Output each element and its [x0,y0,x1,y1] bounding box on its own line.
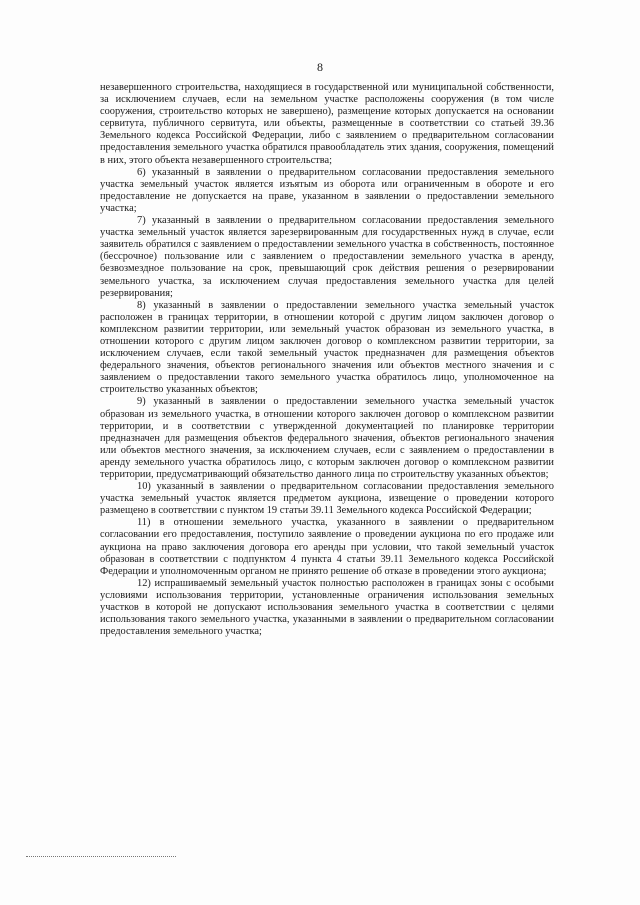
paragraph-item-6: 6) указанный в заявлении о предварительном согласовании предоставления земельного участка земельный участок является изъятым из оборота или ограниченным в обороте и его предоставление не допускается на праве, указанном в заявлении о предоставлении земельного участка; [100,166,554,214]
paragraph-item-7: 7) указанный в заявлении о предварительном согласовании предоставления земельного участка земельный участок является зарезервированным для государственных нужд в случае, если заявитель обратился с заявлением о предоставлении земельного участка в собственность, постоянное (бессрочное) пользование или с заявлением о предоставлении земельного участка в аренду, безвозмездное пользование на срок, превышающий срок действия решения о резервировании земельного участка, за исключением случая предоставления земельного участка для целей резервирования; [100,215,554,299]
paragraph-item-12: 12) испрашиваемый земельный участок полностью расположен в границах зоны с особыми условиями использования территории, установленные ограничения использования земельных участков в которой не допускают использования земельного участка в соответствии с целями использования такого земельного участка, указанными в заявлении о предварительном согласовании предоставления земельного участка; [100,577,554,638]
paragraph-continuation: незавершенного строительства, находящиеся в государственной или муниципальной собственности, за исключением случаев, если на земельном участке расположены сооружения (в том числе сооружения, строительство которых не завершено), размещение которых допускается на основании сервитута, публичного сервитута, или объекты, размещенные в соответствии со статьей 39.36 Земельного кодекса Российской Федерации, либо с заявлением о предварительном согласовании предоставления земельного участка обратился правообладатель этих здания, сооружения, помещений в них, этого объекта незавершенного строительства; [100,82,554,166]
paragraph-item-11: 11) в отношении земельного участка, указанного в заявлении о предварительном согласовании его предоставления, поступило заявление о проведении аукциона по его продаже или аукциона на право заключения договора его аренды при условии, что такой земельный участок образован в соответствии с подпунктом 4 пункта 4 статьи 39.11 Земельного кодекса Российской Федерации и уполномоченным органом не принято решение об отказе в проведении этого аукциона; [100,517,554,577]
document-body [100,82,554,638]
paragraph-item-10: 10) указанный в заявлении о предварительном согласовании предоставления земельного участка земельный участок является предметом аукциона, извещение о проведении которого размещено в соответствии с пунктом 19 статьи 39.11 Земельного кодекса Российской Федерации; [100,481,554,517]
paragraph-item-8: 8) указанный в заявлении о предоставлении земельного участка земельный участок расположен в границах территории, в отношении которой с другим лицом заключен договор о комплексном развитии территории, или земельный участок образован из земельного участка, в отношении которого с другим лицом заключен договор о комплексном развитии территории, за исключением случаев, если такой земельный участок предназначен для размещения объектов федерального значения, объектов регионального значения или объектов местного значения и с заявлением о предоставлении такого земельного участка обратилось лицо, уполномоченное на строительство указанных объектов; [100,299,554,396]
paragraph-item-9: 9) указанный в заявлении о предоставлении земельного участка земельный участок образован из земельного участка, в отношении которого заключен договор о комплексном развитии территории, и в соответствии с утвержденной документацией по планировке территории предназначен для размещения объектов федерального значения, объектов регионального значения или объектов местного значения, за исключением случаев, если с заявлением о предоставлении в аренду земельного участка обратилось лицо, с которым заключен договор о комплексном развитии территории, предусматривающий обязательство данного лица по строительству указанных объектов; [100,396,554,480]
page-number: 8 [317,60,323,74]
footer-divider [26,856,176,857]
